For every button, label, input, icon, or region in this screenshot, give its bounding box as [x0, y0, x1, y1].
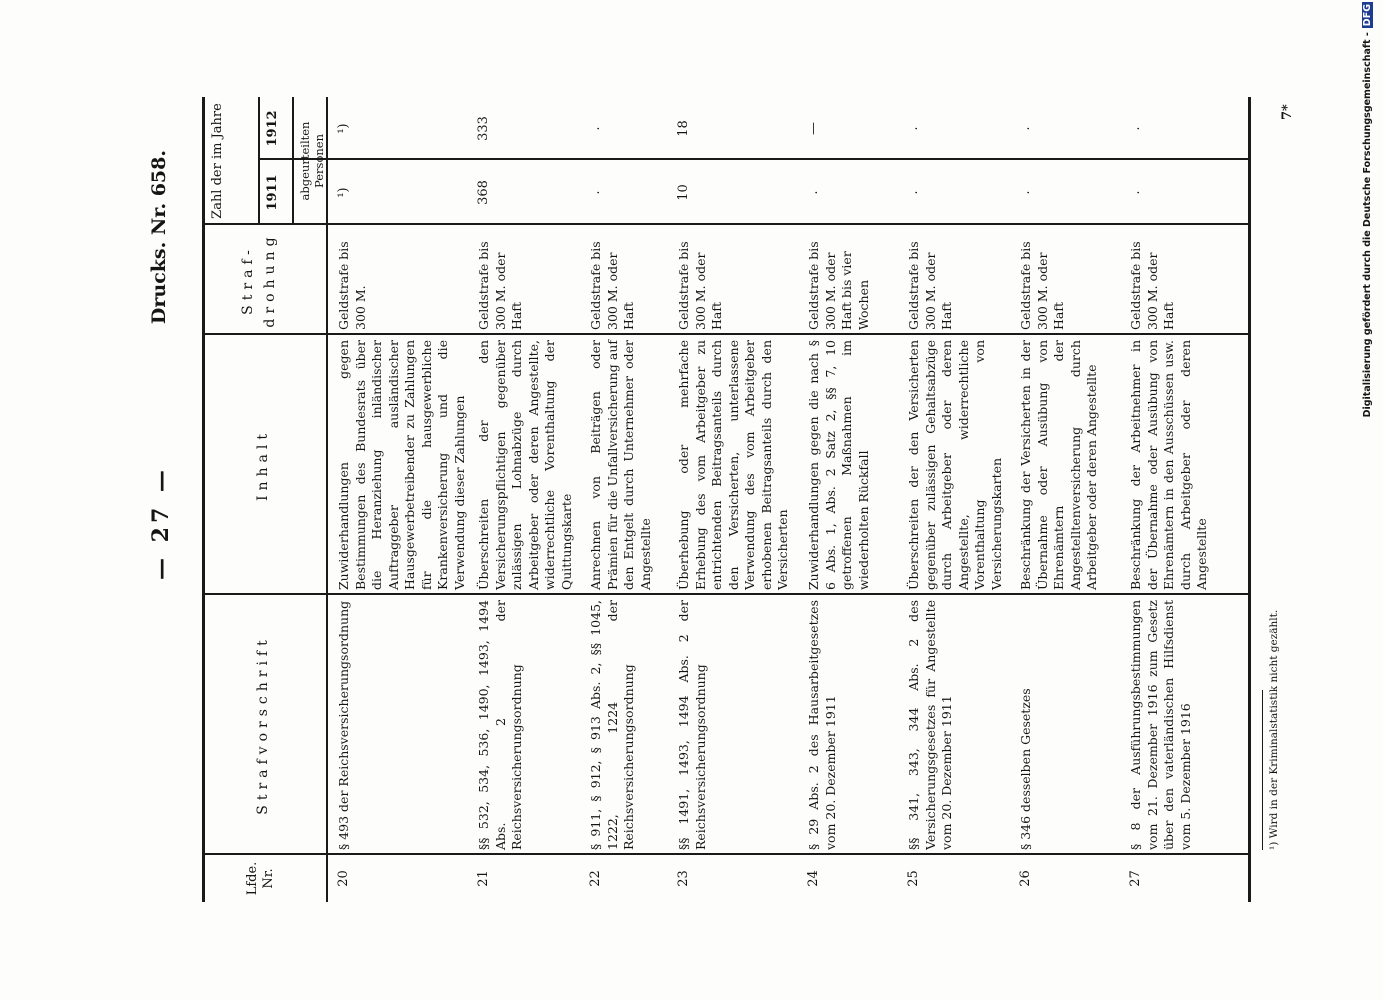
years-bottom-rule — [292, 97, 294, 225]
row-count-1911: . — [588, 190, 603, 195]
row-vorschrift: § 346 desselben Gesetzes — [1018, 688, 1033, 850]
col-rule-2 — [202, 593, 1248, 595]
page-number: — 27 — — [148, 466, 174, 580]
row-nr: 20 — [336, 870, 351, 887]
row-count-1912: 333 — [476, 116, 491, 141]
dfg-credit-text: Digitalisierung gefördert durch die Deutsche Forschungsgemeinschaft - — [1362, 32, 1373, 418]
row-nr: 25 — [906, 870, 921, 887]
row-androhung: Geldstrafe bis 300 M. oder Haft — [1128, 241, 1176, 330]
header-inhalt: Inhalt — [255, 429, 271, 502]
row-count-1911: . — [1018, 190, 1033, 195]
header-year-1912: 1912 — [265, 110, 280, 147]
row-count-1912: . — [1018, 126, 1033, 131]
table-bottom-rule — [1248, 97, 1251, 902]
row-count-1912: ¹) — [336, 123, 351, 134]
row-androhung: Geldstrafe bis 300 M. oder Haft — [906, 241, 954, 330]
row-nr: 22 — [588, 870, 603, 887]
row-inhalt: Zuwiderhandlungen gegen Bestimmungen des Bundesrats über die Heranziehung inländischer Auftraggeber ausländischer Hausgewerbetreibender zu Zahlungen für die hausgewerbliche Krankenversicherung und die Verwendung dieser Zahlungen — [336, 340, 467, 590]
row-nr: 23 — [676, 870, 691, 887]
row-nr: 27 — [1128, 870, 1143, 887]
row-count-1911: ¹) — [336, 187, 351, 198]
col-rule-5 — [258, 158, 1248, 160]
header-strafvorschrift: Strafvorschrift — [255, 635, 271, 815]
row-inhalt: Beschränkung der Versicherten in der Übernahme oder Ausübung von Ehrenämtern der Angestelltenversicherung durch Arbeitgeber oder deren Angestellte — [1018, 340, 1099, 590]
col-rule-3 — [202, 333, 1248, 335]
row-androhung: Geldstrafe bis 300 M. oder Haft — [588, 241, 636, 330]
row-count-1911: . — [1128, 190, 1143, 195]
row-inhalt: Überschreiten der den Versicherungspflichtigen gegenüber zulässigen Lohnabzüge durch Arbeitgeber oder deren Angestellte, widerrechtliche Vorenthaltung der Quittungskarte — [476, 340, 574, 590]
row-androhung: Geldstrafe bis 300 M. oder Haft — [476, 241, 524, 330]
dfg-logo: DFG — [1362, 4, 1373, 27]
row-vorschrift: § 29 Abs. 2 des Hausarbeitgesetzes vom 20. Dezember 1911 — [806, 600, 838, 850]
row-count-1912: — — [806, 122, 821, 135]
header-year-1911: 1911 — [265, 174, 280, 211]
header-lfd-nr: Lfde. Nr. — [245, 861, 277, 896]
row-androhung: Geldstrafe bis 300 M. oder Haft bis vier Wochen — [806, 241, 871, 330]
col-rule-4 — [202, 223, 1248, 225]
row-inhalt: Überhebung oder mehrfache Erhebung des vom Arbeitgeber zu entrichtenden Beitragsanteils durch den Versicherten, unterlassene Verwendung des vom Arbeitgeber erhobenen Beitragsanteils durch den Versicherten — [676, 340, 790, 590]
row-vorschrift: §§ 532, 534, 536, 1490, 1493, 1494 Abs. 2 der Reichsversicherungsordnung — [476, 600, 524, 850]
row-inhalt: Zuwiderhandlungen gegen die nach § 6 Abs. 1, Abs. 2 Satz 2, §§ 7, 10 getroffenen Maßnahmen im wiederholten Rückfall — [806, 340, 871, 590]
row-vorschrift: §§ 1491, 1493, 1494 Abs. 2 der Reichsversicherungsordnung — [676, 600, 708, 850]
footnote: ¹) Wird in der Kriminalstatistik nicht gezählt. — [1268, 609, 1280, 850]
row-inhalt: Überschreiten der den Versicherten gegenüber zulässigen Gehaltsabzüge durch Arbeitgeber oder deren Angestellte, widerrechtliche Vorenthaltung von Versicherungskarten — [906, 340, 1004, 590]
row-count-1911: 10 — [676, 184, 691, 201]
row-count-1912: . — [588, 126, 603, 131]
row-nr: 21 — [476, 870, 491, 887]
row-androhung: Geldstrafe bis 300 M. oder Haft — [676, 241, 724, 330]
row-count-1912: . — [906, 126, 921, 131]
row-vorschrift: §§ 341, 343, 344 Abs. 2 des Versicherungsgesetzes für Angestellte vom 20. Dezember 1911 — [906, 600, 954, 850]
table-top-rule — [202, 97, 205, 902]
row-count-1912: 18 — [676, 120, 691, 137]
row-count-1911: . — [906, 190, 921, 195]
row-vorschrift: § 8 der Ausführungsbestimmungen vom 21. Dezember 1916 zum Gesetz über den vaterländischen Hilfsdienst vom 5. Dezember 1916 — [1128, 600, 1193, 850]
page-mark: 7* — [1280, 104, 1295, 120]
row-androhung: Geldstrafe bis 300 M. — [336, 241, 368, 330]
dfg-credit — [1362, 2, 1373, 992]
row-nr: 26 — [1018, 870, 1033, 887]
row-count-1911: . — [806, 190, 821, 195]
drucksache-number: Drucks. Nr. 658. — [148, 150, 170, 325]
header-zahl: Zahl der im Jahre — [210, 103, 225, 219]
row-count-1911: 368 — [476, 180, 491, 205]
col-rule-1 — [202, 853, 1248, 855]
row-vorschrift: § 911, § 912, § 913 Abs. 2, §§ 1045, 1222, 1224 der Reichsversicherungsordnung — [588, 600, 636, 850]
row-inhalt: Beschränkung der Arbeitnehmer in der Übernahme oder Ausübung von Ehrenämtern in den Ausschüssen usw. durch Arbeitgeber oder deren Angestellte — [1128, 340, 1209, 590]
header-strafandrohung-1: Straf- — [240, 245, 256, 315]
row-count-1912: . — [1128, 126, 1143, 131]
row-nr: 24 — [806, 870, 821, 887]
footnote-rule — [1262, 690, 1263, 850]
years-rule — [258, 97, 260, 225]
header-abgeurteilt: abgeurteilten Personen — [298, 121, 327, 201]
row-androhung: Geldstrafe bis 300 M. oder Haft — [1018, 241, 1066, 330]
header-strafandrohung-2: drohung — [262, 232, 278, 328]
row-inhalt: Anrechnen von Beiträgen oder Prämien für die Unfallversicherung auf den Entgelt durch Unternehmer oder Angestellte — [588, 340, 653, 590]
row-vorschrift: § 493 der Reichsversicherungsordnung — [336, 600, 351, 850]
